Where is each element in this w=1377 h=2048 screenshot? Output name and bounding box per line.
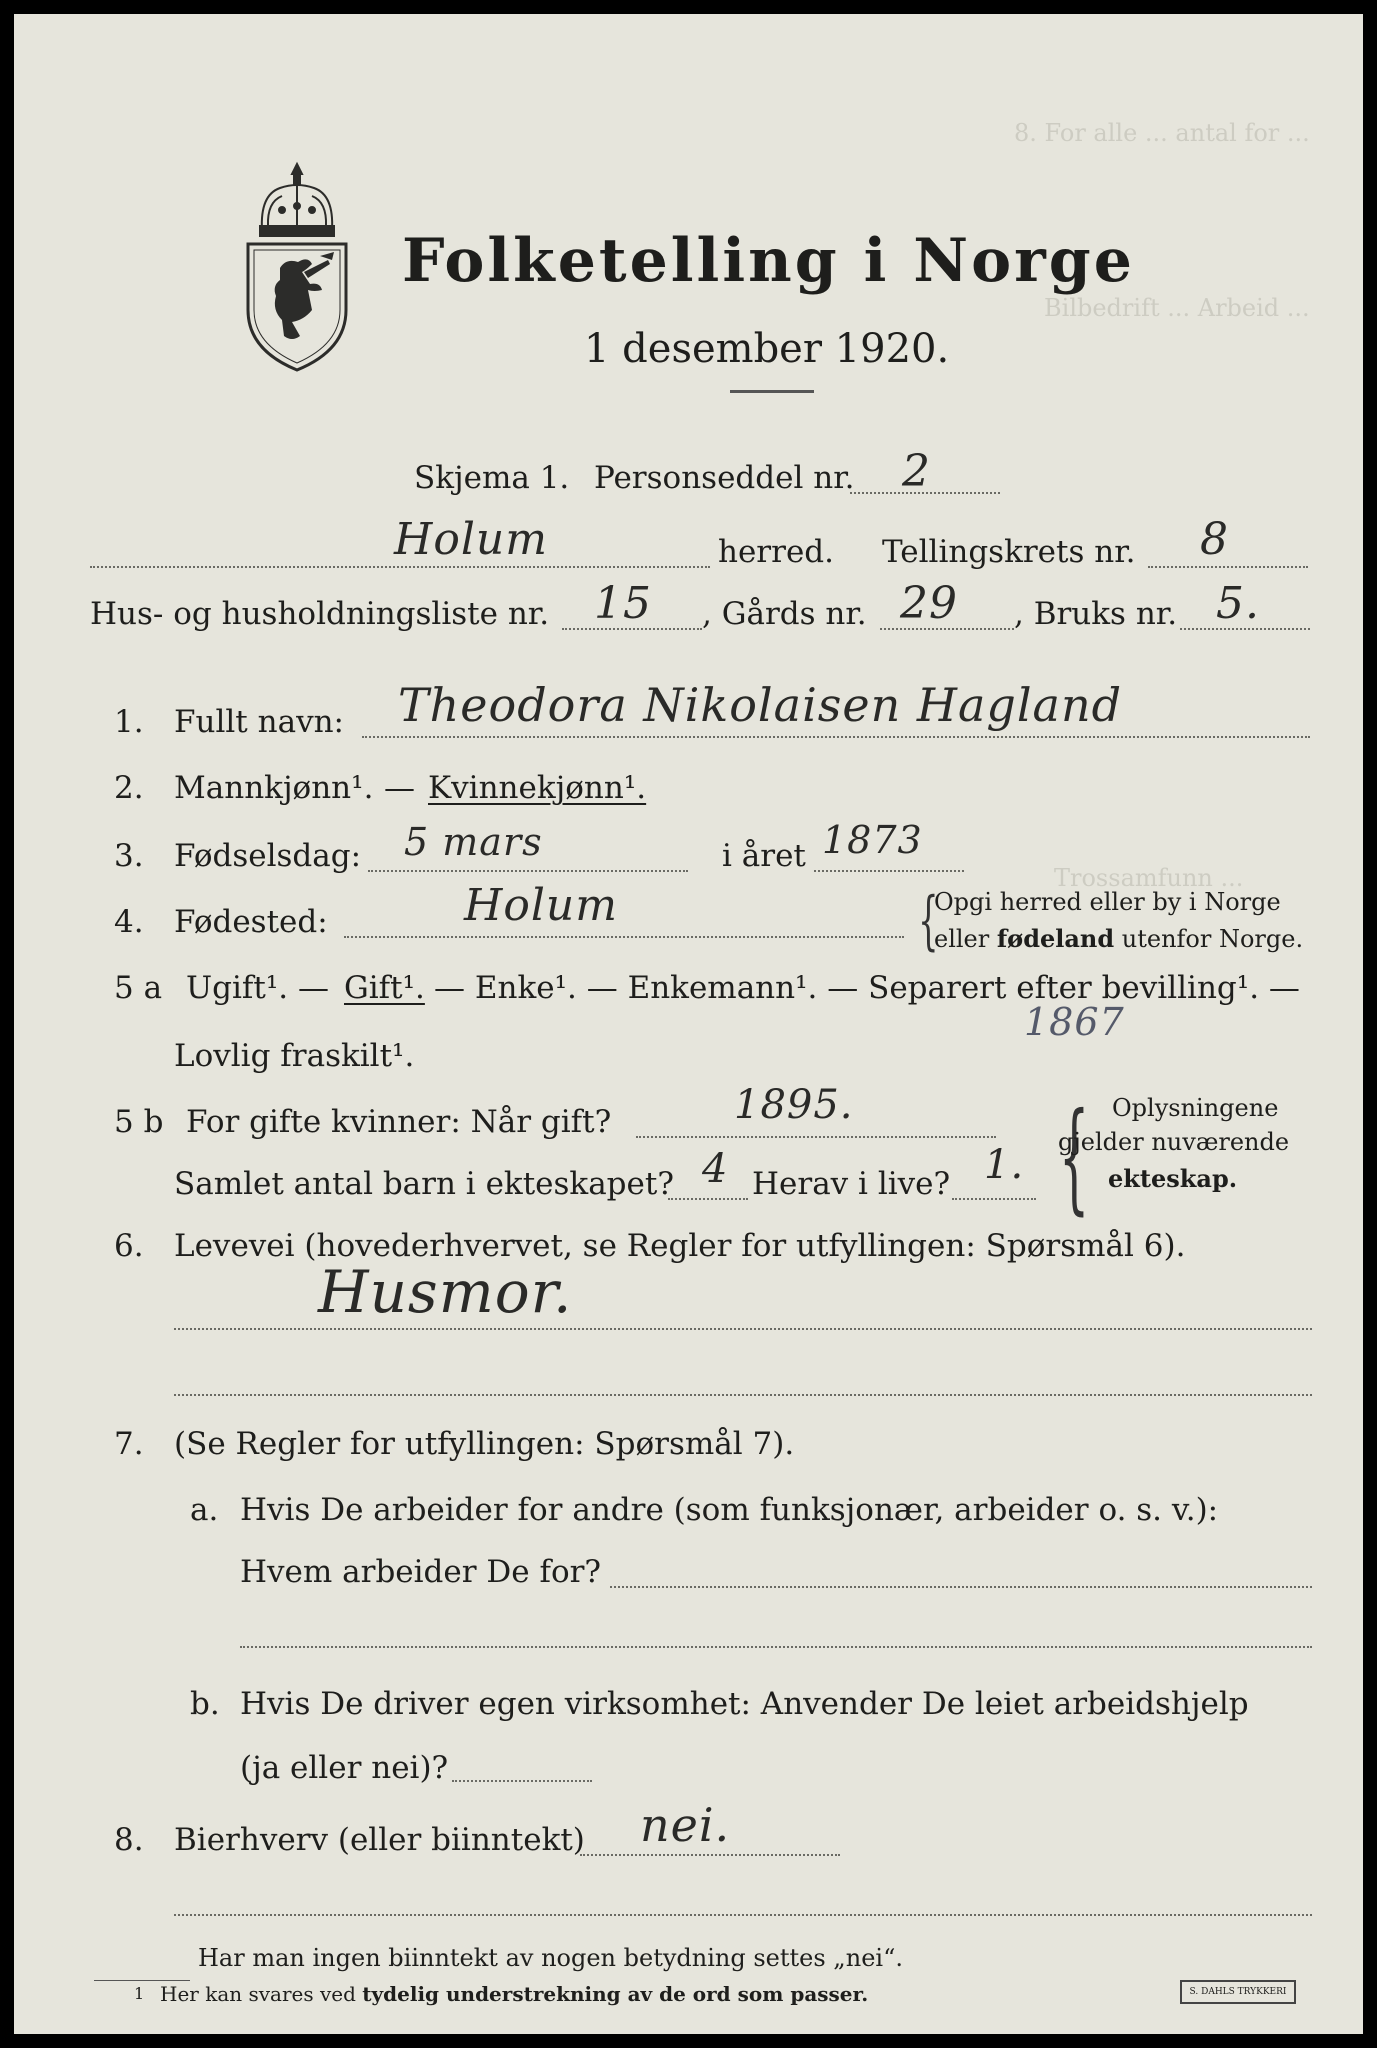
unmarried-option[interactable]: Ugift¹. — [186,970,329,1006]
married-option-underlined[interactable]: Gift¹. [344,970,425,1006]
footnote-text: Her kan svares ved tydelig understrekning av de ord som passer. [160,1982,869,2006]
female-option-underlined[interactable]: Kvinnekjønn¹. [428,770,647,806]
q5b-number: 5 b [114,1104,164,1140]
footnote-number: 1 [134,1984,145,2003]
bleed-through-text: Trossamfunn ... [1054,864,1244,892]
form-date: 1 desember 1920. [584,326,950,372]
q5b-note-line1: Oplysningene [1112,1094,1279,1122]
employer-field-line[interactable] [610,1586,1312,1588]
q5b-note-line2: gjelder nuværende [1058,1128,1290,1156]
q1-number: 1. [114,704,144,740]
q7b-text: Hvis De driver egen virksomhet: Anvender De leiet arbeidshjelp [240,1686,1249,1722]
bruks-value[interactable]: 5. [1216,578,1260,629]
hus-label: Hus- og husholdningsliste nr. [90,596,550,632]
occupation-value[interactable]: Husmor. [318,1258,573,1326]
tellingskrets-value[interactable]: 8 [1200,514,1229,565]
q3-number: 3. [114,838,144,874]
q4-brace: { [918,884,939,958]
q6-label: Levevei (hovederhvervet, se Regler for utfyllingen: Spørsmål 6). [174,1228,1186,1264]
children-label: Samlet antal barn i ekteskapet? [174,1166,674,1202]
q1-label: Fullt navn: [174,704,344,740]
pencil-annotation-year: 1867 [1024,1000,1125,1044]
q7a-letter: a. [190,1492,219,1528]
side-income-value[interactable]: nei. [640,1798,731,1852]
q7b-letter: b. [190,1686,220,1722]
tellingskrets-field-line [1148,566,1308,568]
alive-value[interactable]: 1. [984,1142,1025,1188]
occupation-field-line-1 [174,1328,1312,1330]
bruks-label: , Bruks nr. [1014,596,1178,632]
other-status-options[interactable]: — Enke¹. — Enkemann¹. — Separert efter bevilling¹. — [434,970,1300,1006]
q2-dash: — [384,770,415,806]
occupation-field-line-2 [174,1394,1312,1396]
birthplace-field-line [344,936,904,938]
personseddel-label: Personseddel nr. [594,460,855,496]
children-value[interactable]: 4 [702,1146,729,1192]
hus-value[interactable]: 15 [594,578,652,629]
marriage-year-field-line [636,1136,996,1138]
hired-help-field-line[interactable] [452,1780,592,1782]
form-title: Folketelling i Norge [402,226,1135,296]
full-name-value[interactable]: Theodora Nikolaisen Hagland [398,678,1123,732]
q3-label: Fødselsdag: [174,838,362,874]
q5b-label: For gifte kvinner: Når gift? [186,1104,612,1140]
herred-value[interactable]: Holum [394,514,548,565]
birthyear-value[interactable]: 1873 [822,818,923,862]
census-form-page [14,14,1363,2034]
alive-field-line [952,1198,1036,1200]
personseddel-value[interactable]: 2 [902,446,931,497]
q8-number: 8. [114,1822,144,1858]
title-divider [730,390,814,393]
gards-label: , Gårds nr. [702,596,867,632]
nei-instruction: Har man ingen biinntekt av nogen betydning settes „nei“. [198,1944,903,1972]
q5b-brace: { [1058,1088,1090,1227]
q8-label: Bierhverv (eller biinntekt) [174,1822,585,1858]
year-label: i året [722,838,806,874]
q7a-text: Hvis De arbeider for andre (som funksjonær, arbeider o. s. v.): [240,1492,1219,1528]
bleed-through-text: Bilbedrift ... Arbeid ... [1044,294,1310,322]
q7-number: 7. [114,1426,144,1462]
q7a-subtext: Hvem arbeider De for? [240,1554,602,1590]
divorced-option[interactable]: Lovlig fraskilt¹. [174,1038,415,1074]
q5b-note-line3: ekteskap. [1108,1164,1238,1193]
marriage-year-value[interactable]: 1895. [734,1082,854,1128]
q4-note-line2: eller fødeland utenfor Norge. [934,924,1304,953]
q7-label: (Se Regler for utfyllingen: Spørsmål 7). [174,1426,795,1462]
side-income-field-line-2 [174,1914,1312,1916]
birthdate-field-line [368,870,688,872]
male-option[interactable]: Mannkjønn¹. [174,770,374,806]
q1-field-line [362,736,1310,738]
q6-number: 6. [114,1228,144,1264]
herred-label: herred. [718,534,834,570]
employer-field-line-2[interactable] [240,1646,1312,1648]
birthyear-field-line [814,870,964,872]
gards-value[interactable]: 29 [900,578,958,629]
alive-label: Herav i live? [752,1166,951,1202]
q7b-subtext: (ja eller nei)? [240,1750,449,1786]
herred-field-line [90,566,710,568]
birthplace-value[interactable]: Holum [464,880,618,931]
q4-number: 4. [114,904,144,940]
children-field-line [668,1198,748,1200]
footnote-rule [94,1980,190,1981]
printer-stamp: S. DAHLS TRYKKERI [1180,1980,1296,2004]
side-income-field-line [580,1854,840,1856]
q2-number: 2. [114,770,144,806]
q4-note-line1: Opgi herred eller by i Norge [934,888,1281,916]
bleed-through-text: 8. For alle ... antal for ... [1014,119,1310,147]
q4-label: Fødested: [174,904,328,940]
birthdate-value[interactable]: 5 mars [404,820,543,864]
tellingskrets-label: Tellingskrets nr. [882,534,1136,570]
norwegian-coat-of-arms-logo [242,160,352,374]
q5a-number: 5 a [114,970,163,1006]
skjema-label: Skjema 1. [414,460,570,496]
